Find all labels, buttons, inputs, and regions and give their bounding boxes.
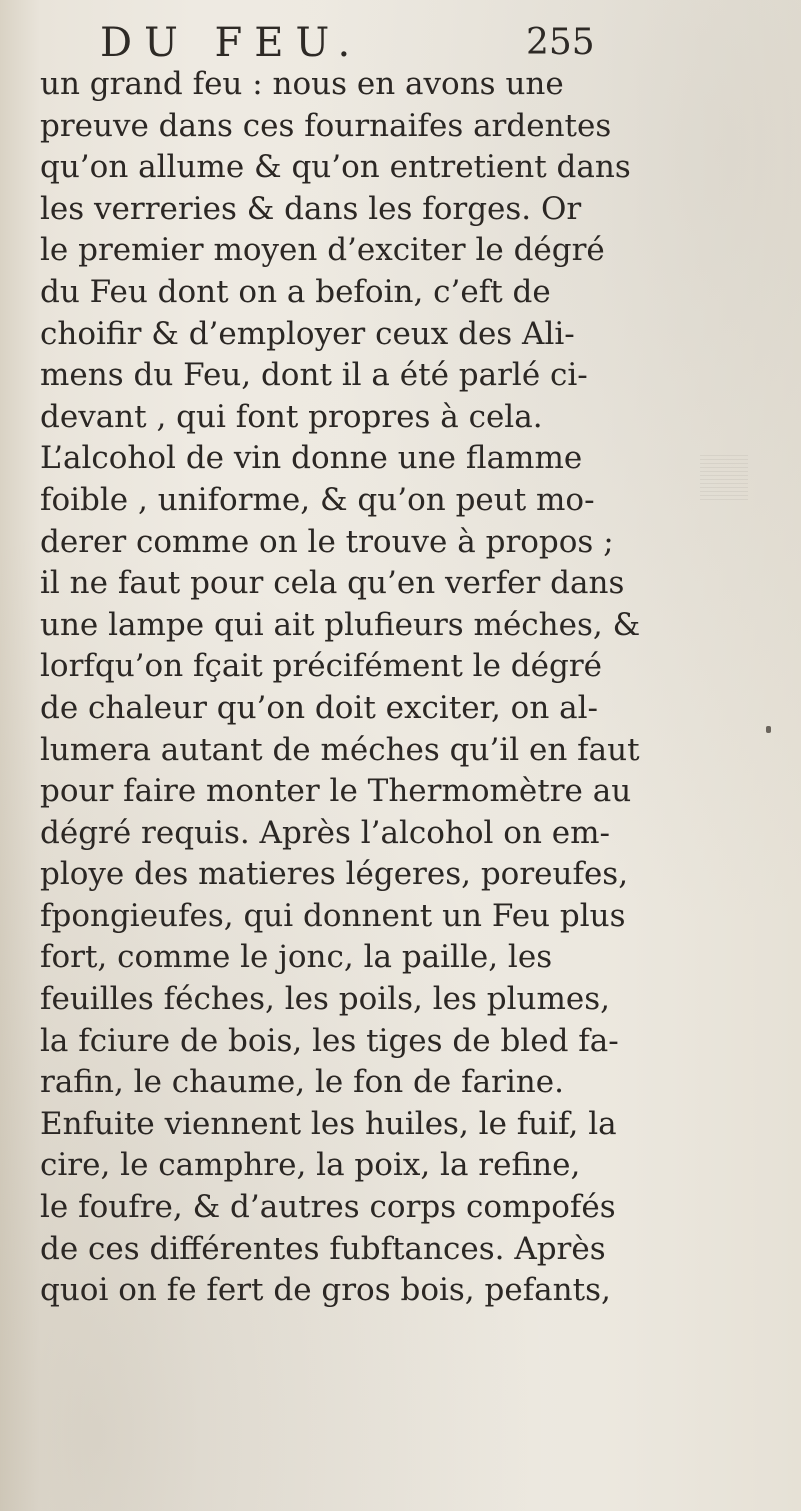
text-line: mens du Feu, dont il a été parlé ci- [40, 357, 588, 394]
text-line: cire, le camphre, la poix, la refine, [40, 1147, 581, 1184]
text-line: du Feu dont on a befoin, c’eft de [40, 273, 551, 310]
text-line: ploye des matieres légeres, poreufes, [40, 856, 629, 893]
text-line: derer comme on le trouve à propos ; [40, 523, 614, 560]
text-line: un grand feu : nous en avons une [40, 66, 564, 102]
text-line: feuilles féches, les poils, les plumes, [40, 981, 610, 1018]
text-line: choifir & d’employer ceux des Ali- [40, 315, 575, 352]
text-line: de ces différentes fubftances. Après [40, 1230, 606, 1267]
text-line: le premier moyen d’exciter le dégré [40, 232, 605, 269]
text-line: il ne faut pour cela qu’en verfer dans [40, 565, 625, 602]
text-line: qu’on allume & qu’on entretient dans [40, 149, 631, 186]
text-line: preuve dans ces fournaifes ardentes [40, 107, 612, 144]
running-head: DU FEU. [100, 20, 363, 66]
text-line: de chaleur qu’on doit exciter, on al- [40, 689, 599, 726]
text-line: lorfqu’on fçait précifément le dégré [40, 648, 602, 685]
ink-speck [766, 726, 771, 733]
text-line: la fciure de bois, les tiges de bled fa- [40, 1022, 619, 1059]
text-line: L’alcohol de vin donne une flamme [40, 440, 583, 477]
text-line: fort, comme le jonc, la paille, les [40, 939, 553, 976]
text-line: les verreries & dans les forges. Or [40, 190, 582, 227]
text-line: dégré requis. Après l’alcohol on em- [40, 814, 611, 851]
text-line: une lampe qui ait plufieurs méches, & [40, 606, 641, 643]
text-line: Enfuite viennent les huiles, le fuif, la [40, 1105, 617, 1142]
text-line: devant , qui font propres à cela. [40, 398, 543, 435]
text-line: le foufre, & d’autres corps compofés [40, 1189, 616, 1226]
body-text [40, 64, 641, 1312]
text-line: foible , uniforme, & qu’on peut mo- [40, 481, 595, 518]
text-line: fpongieufes, qui donnent un Feu plus [40, 897, 626, 934]
text-line: rafin, le chaume, le fon de farine. [40, 1064, 564, 1101]
text-line: lumera autant de méches qu’il en faut [40, 731, 640, 768]
page-number: 255 [526, 22, 595, 63]
bleed-through-mark [700, 455, 748, 500]
text-line: quoi on fe fert de gros bois, pefants, [40, 1272, 611, 1309]
text-line: pour faire monter le Thermomètre au [40, 773, 632, 810]
